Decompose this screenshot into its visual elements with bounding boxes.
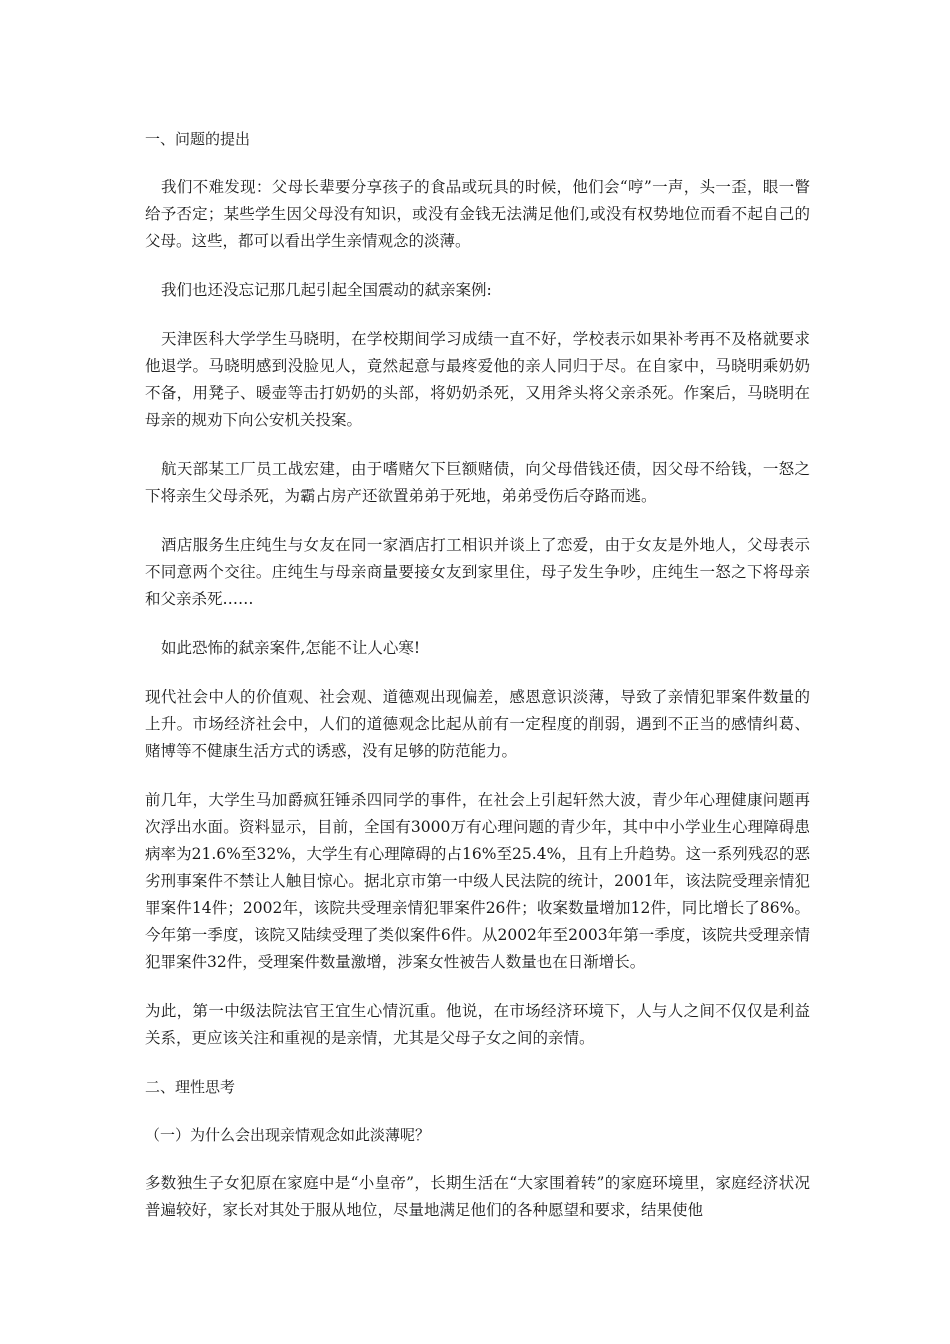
paragraph-exclamation: 如此恐怖的弑亲案件,怎能不让人心寒! [161, 639, 421, 657]
section-heading-problem: 一、问题的提出 [145, 130, 251, 148]
section-heading-reflection: 二、理性思考 [145, 1078, 236, 1096]
paragraph-case-ma-xiaoming: 天津医科大学学生马晓明，在学校期间学习成绩一直不好，学校表示如果补考再不及格就要求他退学。马晓明感到没脸见人，竟然起意与最疼爱他的亲人同归于尽。在自家中，马晓明乘奶奶不备，用凳子、暖壶等击打奶奶的头部，将奶奶杀死，又用斧头将父亲杀死。作案后，马晓明在母亲的规劝下向公安机关投案。 [145, 330, 810, 429]
paragraph-observation: 我们不难发现：父母长辈要分享孩子的食品或玩具的时候，他们会“哼”一声，头一歪，眼一瞥给予否定；某些学生因父母没有知识，或没有金钱无法满足他们,或没有权势地位而看不起自己的父母。这些，都可以看出学生亲情观念的淡薄。 [145, 178, 810, 250]
paragraph-only-child: 多数独生子女犯原在家庭中是“小皇帝”，长期生活在“大家围着转”的家庭环境里，家庭经济状况普遍较好，家长对其处于服从地位，尽量地满足他们的各种愿望和要求，结果使他 [145, 1174, 810, 1219]
paragraph-cases-intro: 我们也还没忘记那几起引起全国震动的弑亲案例: [161, 281, 492, 299]
paragraph-social-values: 现代社会中人的价值观、社会观、道德观出现偏差，感恩意识淡薄，导致了亲情犯罪案件数量的上升。市场经济社会中，人们的道德观念比起从前有一定程度的削弱，遇到不正当的感情纠葛、赌博等不健康生活方式的诱惑，没有足够的防范能力。 [145, 688, 810, 760]
paragraph-case-zhuang-chunsheng: 酒店服务生庄纯生与女友在同一家酒店打工相识并谈上了恋爱，由于女友是外地人，父母表示不同意两个交往。庄纯生与母亲商量要接女友到家里住，母子发生争吵，庄纯生一怒之下将母亲和父亲杀死…… [145, 536, 810, 608]
paragraph-judge-comment: 为此，第一中级法院法官王宜生心情沉重。他说，在市场经济环境下，人与人之间不仅仅是利益关系，更应该关注和重视的是亲情，尤其是父母子女之间的亲情。 [145, 1002, 810, 1047]
paragraph-case-zhan-hongjian: 航天部某工厂员工战宏建，由于嗜赌欠下巨额赌债，向父母借钱还债，因父母不给钱，一怒之下将亲生父母杀死，为霸占房产还欲置弟弟于死地，弟弟受伤后夺路而逃。 [145, 460, 810, 505]
document-page [145, 126, 810, 1246]
subsection-heading-why: （一）为什么会出现亲情观念如此淡薄呢？ [145, 1126, 431, 1144]
paragraph-statistics: 前几年，大学生马加爵疯狂锤杀四同学的事件，在社会上引起轩然大波，青少年心理健康问题再次浮出水面。资料显示，目前，全国有3000万有心理问题的青少年，其中中小学业生心理障碍患病率为21.6%至32%，大学生有心理障碍的占16%至25.4%，且有上升趋势。这一系列残忍的恶劣刑事案件不禁让人触目惊心。据北京市第一中级人民法院的统计，2001年，该法院受理亲情犯罪案件14件；2002年，该院共受理亲情犯罪案件26件；收案数量增加12件，同比增长了86%。今年第一季度，该院又陆续受理了类似案件6件。从2002年至2003年第一季度，该院共受理亲情犯罪案件32件，受理案件数量激增，涉案女性被告人数量也在日渐增长。 [145, 791, 810, 971]
